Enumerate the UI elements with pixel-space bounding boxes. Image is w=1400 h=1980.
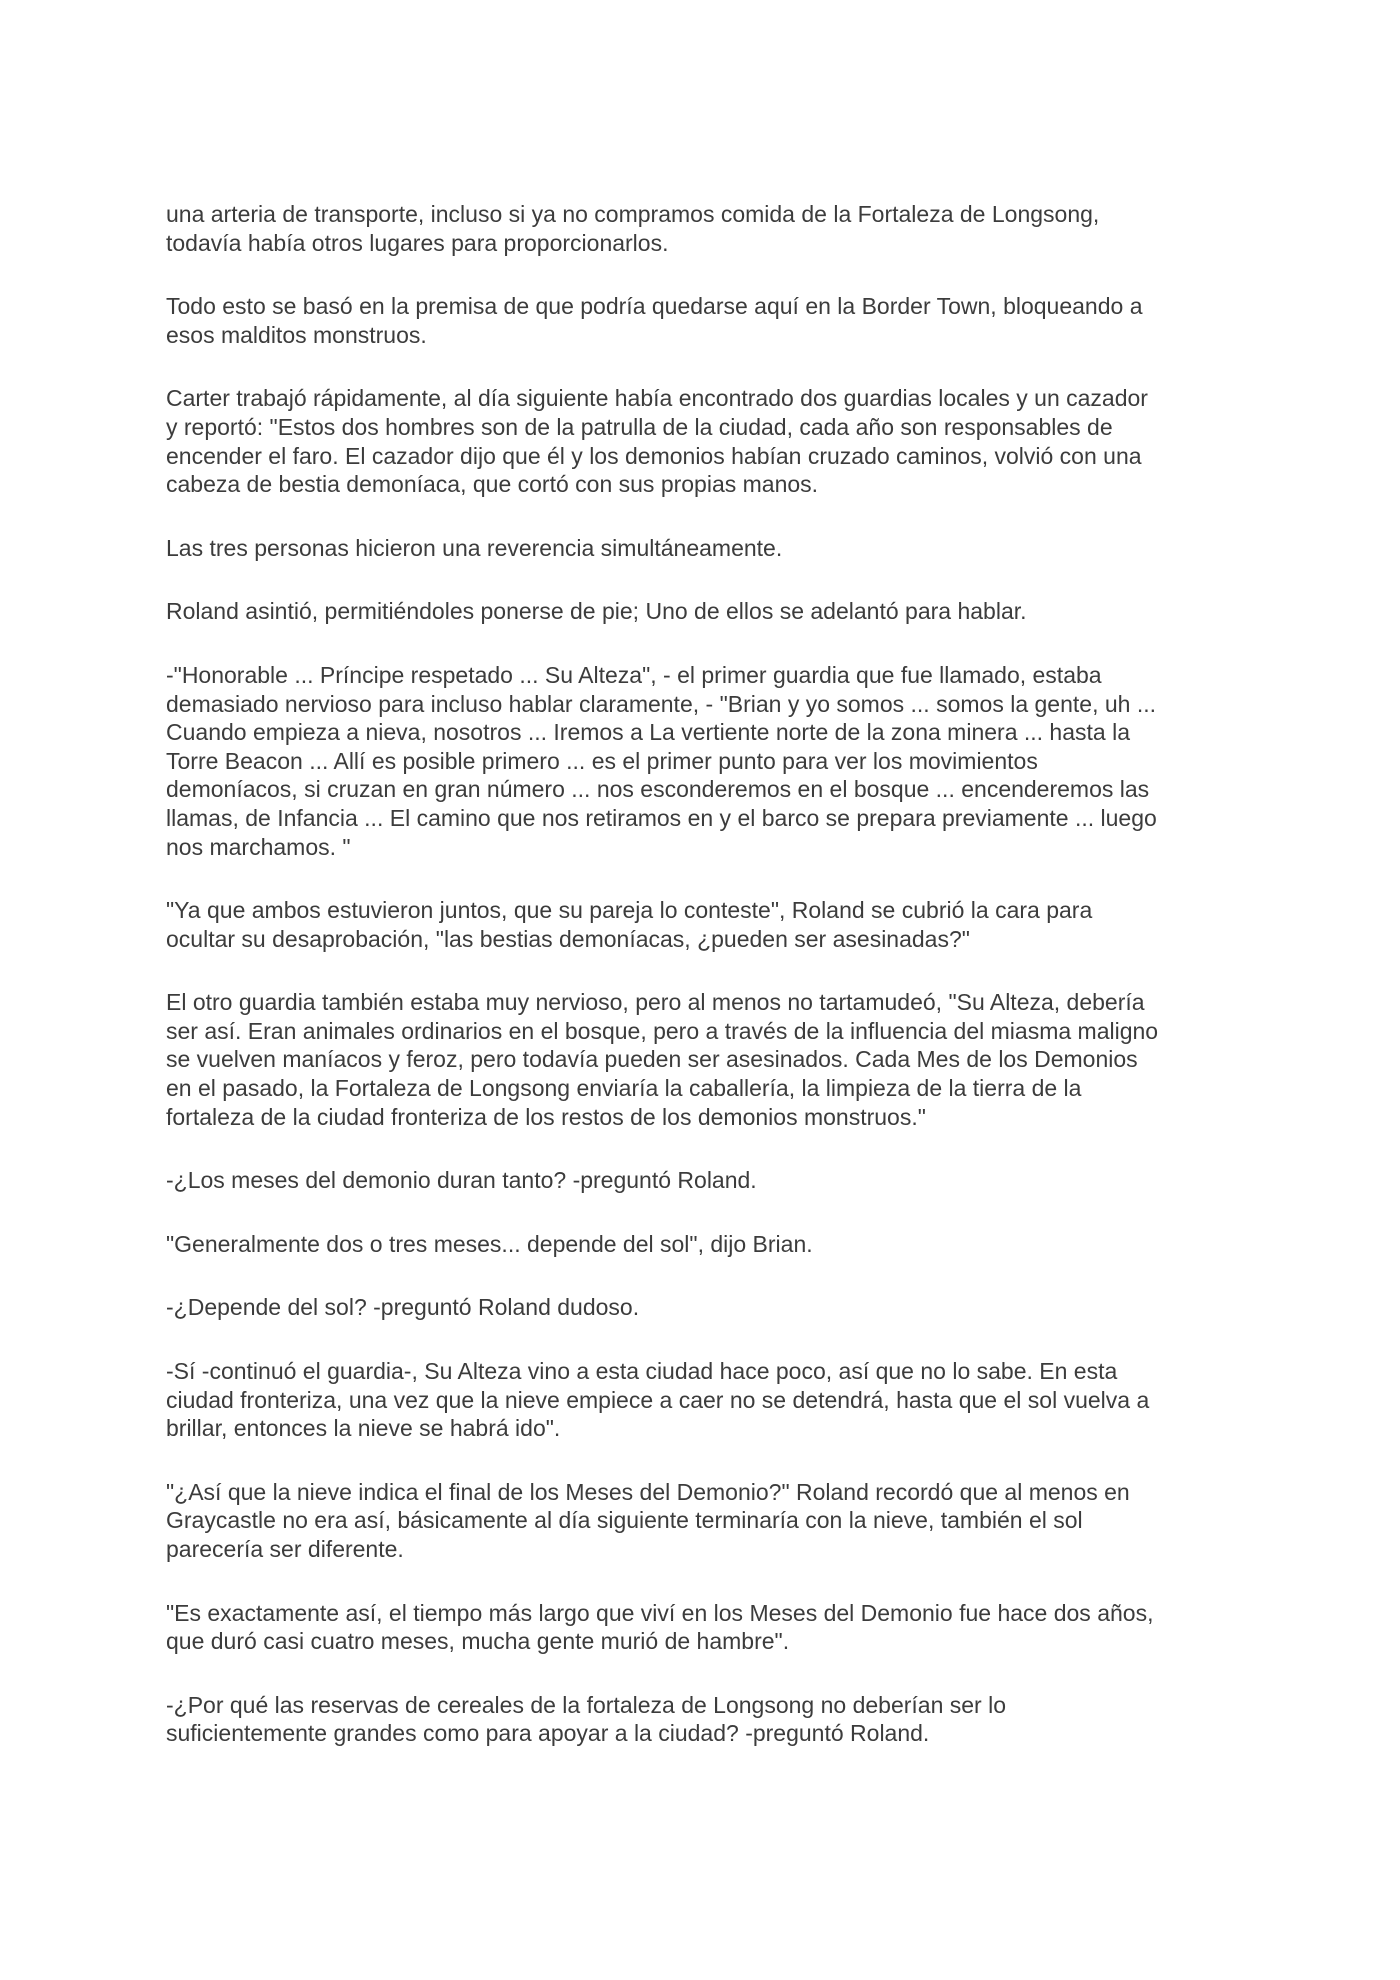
text-line: Torre Beacon ... Allí es posible primero ... es el primer punto para ver los movimientos [166, 747, 1038, 774]
text-line: -Sí -continuó el guardia-, Su Alteza vino a esta ciudad hace poco, así que no lo sabe. En esta [166, 1358, 1118, 1385]
text-line: ser así. Eran animales ordinarios en el bosque, pero a través de la influencia del miasma maligno [166, 1017, 1159, 1044]
text-line: llamas, de Infancia ... El camino que nos retiramos en y el barco se prepara previamente ... luego [166, 804, 1157, 831]
text-line: esos malditos monstruos. [166, 321, 427, 348]
text-line: ciudad fronteriza, una vez que la nieve empiece a caer no se detendrá, hasta que el sol vuelva a [166, 1386, 1150, 1413]
paragraph [166, 292, 1256, 349]
text-line: una arteria de transporte, incluso si ya no compramos comida de la Fortaleza de Longsong, [166, 201, 1100, 227]
text-line: en el pasado, la Fortaleza de Longsong enviaría la caballería, la limpieza de la tierra de la [166, 1075, 1082, 1102]
paragraph [166, 1478, 1256, 1564]
paragraph [166, 661, 1256, 861]
paragraph [166, 597, 1256, 626]
paragraph [166, 1691, 1256, 1748]
text-line: todavía había otros lugares para proporcionarlos. [166, 229, 669, 256]
text-line: y reportó: "Estos dos hombres son de la patrulla de la ciudad, cada año son responsables de [166, 413, 1113, 440]
paragraph [166, 1599, 1256, 1656]
paragraph [166, 988, 1256, 1131]
text-line: "Ya que ambos estuvieron juntos, que su pareja lo conteste", Roland se cubrió la cara para [166, 897, 1093, 924]
paragraph [166, 1230, 1256, 1259]
text-line: -¿Los meses del demonio duran tanto? -preguntó Roland. [166, 1167, 757, 1194]
text-line: -¿Depende del sol? -preguntó Roland dudoso. [166, 1294, 640, 1321]
text-line: Las tres personas hicieron una reverencia simultáneamente. [166, 534, 783, 561]
text-line: se vuelven maníacos y feroz, pero todavía pueden ser asesinados. Cada Mes de los Demonios [166, 1046, 1138, 1073]
text-line: suficientemente grandes como para apoyar a la ciudad? -preguntó Roland. [166, 1720, 930, 1747]
text-line: cabeza de bestia demoníaca, que cortó con sus propias manos. [166, 471, 819, 498]
text-line: fortaleza de la ciudad fronteriza de los restos de los demonios monstruos." [166, 1103, 926, 1130]
text-line: que duró casi cuatro meses, mucha gente murió de hambre". [166, 1628, 790, 1655]
paragraph [166, 1357, 1256, 1443]
paragraph [166, 200, 1256, 257]
text-line: ocultar su desaprobación, "las bestias demoníacas, ¿pueden ser asesinadas?" [166, 925, 970, 952]
text-line: Graycastle no era así, básicamente al día siguiente terminaría con la nieve, también el sol [166, 1507, 1083, 1534]
text-line: brillar, entonces la nieve se habrá ido". [166, 1415, 561, 1442]
paragraph [166, 384, 1256, 498]
text-line: El otro guardia también estaba muy nervioso, pero al menos no tartamudeó, "Su Alteza, debería [166, 989, 1145, 1016]
text-line: Cuando empieza a nieva, nosotros ... Iremos a La vertiente norte de la zona minera ... hasta la [166, 719, 1130, 746]
paragraph [166, 1166, 1256, 1195]
paragraph [166, 1293, 1256, 1322]
text-line: nos marchamos. " [166, 833, 351, 860]
text-line: Carter trabajó rápidamente, al día siguiente había encontrado dos guardias locales y un cazador [166, 385, 1148, 412]
text-line: -"Honorable ... Príncipe respetado ... Su Alteza", - el primer guardia que fue llamado, estaba [166, 661, 1102, 688]
document-page [166, 200, 1256, 1783]
text-line: parecería ser diferente. [166, 1536, 404, 1562]
text-line: demasiado nervioso para incluso hablar claramente, - "Brian y yo somos ... somos la gente, uh ... [166, 690, 1156, 717]
text-line: "¿Así que la nieve indica el final de los Meses del Demonio?" Roland recordó que al menos en [166, 1478, 1130, 1505]
text-line: Roland asintió, permitiéndoles ponerse de pie; Uno de ellos se adelantó para hablar. [166, 598, 1027, 625]
paragraph [166, 534, 1256, 563]
text-line: encender el faro. El cazador dijo que él y los demonios habían cruzado caminos, volvió con una [166, 442, 1142, 469]
text-line: -¿Por qué las reservas de cereales de la fortaleza de Longsong no deberían ser lo [166, 1691, 1007, 1718]
paragraph [166, 896, 1256, 953]
text-line: "Es exactamente así, el tiempo más largo que viví en los Meses del Demonio fue hace dos años, [166, 1599, 1154, 1626]
text-line: Todo esto se basó en la premisa de que podría quedarse aquí en la Border Town, bloqueando a [166, 293, 1143, 320]
text-line: demoníacos, si cruzan en gran número ... nos esconderemos en el bosque ... encenderemos las [166, 776, 1150, 803]
text-line: "Generalmente dos o tres meses... depende del sol", dijo Brian. [166, 1230, 813, 1257]
